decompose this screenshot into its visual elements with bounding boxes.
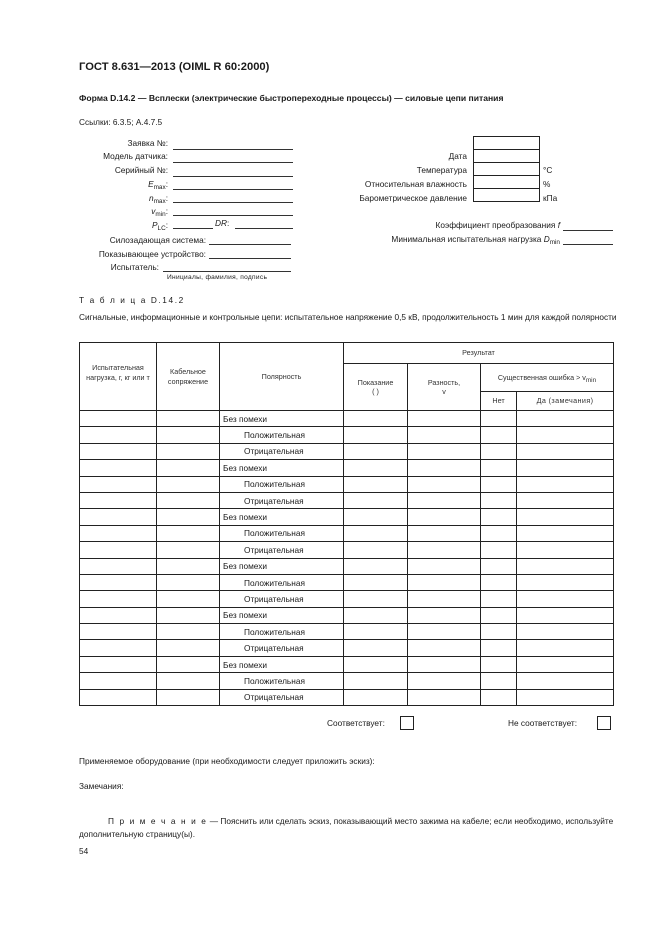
tester-hint: Инициалы, фамилия, подпись: [167, 274, 268, 281]
table-row: [80, 509, 614, 525]
humidity-box[interactable]: [474, 176, 540, 189]
vmin-label: $v_{min}$:: [151, 206, 168, 218]
table-cell[interactable]: [408, 640, 481, 656]
table-cell[interactable]: [517, 525, 614, 541]
row-label-negative: Отрицательная: [220, 640, 344, 656]
table-cell[interactable]: [517, 624, 614, 640]
humidity-unit: %: [543, 179, 551, 189]
table-cell[interactable]: [80, 460, 157, 476]
table-row: [80, 411, 614, 427]
table-cell[interactable]: [80, 607, 157, 623]
tester-line[interactable]: [163, 271, 291, 272]
header-reading: Показание ( ): [344, 364, 408, 411]
table-cell[interactable]: [408, 607, 481, 623]
indicator-label: Показывающее устройство:: [98, 249, 206, 259]
table-cell[interactable]: [157, 640, 220, 656]
table-cell[interactable]: [408, 574, 481, 590]
table-cell[interactable]: [517, 640, 614, 656]
application-label: Заявка №:: [127, 138, 168, 148]
header-load: Испытательная нагрузка, г, кг или т: [80, 343, 157, 411]
table-cell[interactable]: [80, 689, 157, 705]
table-cell[interactable]: [408, 558, 481, 574]
table-cell[interactable]: [481, 427, 517, 443]
table-row: [80, 656, 614, 672]
date-box[interactable]: [474, 150, 540, 163]
not-complies-checkbox[interactable]: [597, 716, 611, 730]
row-label-negative: Отрицательная: [220, 689, 344, 705]
table-cell[interactable]: [481, 574, 517, 590]
table-row: [80, 689, 614, 705]
table-cell[interactable]: [517, 558, 614, 574]
table-cell[interactable]: [157, 460, 220, 476]
row-label-no-noise: Без помехи: [220, 558, 344, 574]
not-complies-label: Не соответствует:: [508, 718, 578, 728]
table-cell[interactable]: [408, 656, 481, 672]
header-polarity: Полярность: [220, 343, 344, 411]
table-cell[interactable]: [517, 460, 614, 476]
table-cell[interactable]: [481, 460, 517, 476]
table-row: [80, 443, 614, 459]
table-row: [80, 640, 614, 656]
table-cell[interactable]: [408, 525, 481, 541]
row-label-negative: Отрицательная: [220, 542, 344, 558]
emax-label: $E_{max}$:: [148, 179, 168, 191]
table-cell[interactable]: [481, 525, 517, 541]
table-cell[interactable]: [157, 656, 220, 672]
table-cell[interactable]: [157, 591, 220, 607]
table-cell[interactable]: [157, 689, 220, 705]
complies-label: Соответствует:: [327, 718, 385, 728]
document-header: ГОСТ 8.631—2013 (OIML R 60:2000): [79, 61, 270, 73]
humidity-label: Относительная влажность: [364, 179, 467, 189]
table-row: [80, 673, 614, 689]
table-row: [80, 591, 614, 607]
table-cell[interactable]: [481, 673, 517, 689]
row-label-negative: Отрицательная: [220, 591, 344, 607]
table-cell[interactable]: [344, 591, 408, 607]
table-cell[interactable]: [481, 509, 517, 525]
plc-line[interactable]: [173, 228, 213, 229]
dr-label: DR:: [215, 218, 230, 228]
row-label-no-noise: Без помехи: [220, 607, 344, 623]
row-label-positive: Положительная: [220, 427, 344, 443]
table-cell[interactable]: [408, 542, 481, 558]
table-cell[interactable]: [80, 427, 157, 443]
table-row: [80, 607, 614, 623]
table-cell[interactable]: [517, 509, 614, 525]
table-caption: Т а б л и ц а D.14.2: [79, 295, 185, 305]
dr-line[interactable]: [235, 228, 293, 229]
table-cell[interactable]: [80, 509, 157, 525]
table-cell[interactable]: [344, 689, 408, 705]
table-cell[interactable]: [517, 574, 614, 590]
table-cell[interactable]: [481, 492, 517, 508]
table-cell[interactable]: [80, 476, 157, 492]
table-cell[interactable]: [80, 656, 157, 672]
indicator-line[interactable]: [209, 258, 291, 259]
table-cell[interactable]: [157, 542, 220, 558]
table-cell[interactable]: [157, 574, 220, 590]
table-cell[interactable]: [344, 574, 408, 590]
serial-line[interactable]: [173, 176, 293, 177]
date-label: Дата: [448, 151, 467, 161]
table-cell[interactable]: [80, 492, 157, 508]
sensor-model-label: Модель датчика:: [103, 151, 168, 161]
table-row: [80, 492, 614, 508]
row-label-no-noise: Без помехи: [220, 656, 344, 672]
table-cell[interactable]: [408, 689, 481, 705]
table-cell[interactable]: [344, 542, 408, 558]
table-cell[interactable]: [481, 624, 517, 640]
table-row: [80, 624, 614, 640]
complies-checkbox[interactable]: [400, 716, 414, 730]
table-cell[interactable]: [157, 558, 220, 574]
table-row: [80, 476, 614, 492]
nmax-label: $n_{max}$:: [148, 193, 168, 205]
row-label-positive: Положительная: [220, 476, 344, 492]
table-row: [80, 574, 614, 590]
table-description: Сигнальные, информационные и контрольные цепи: испытательное напряжение 0,5 кВ, продолжительность 1 мин для каждой полярности: [79, 312, 617, 322]
table-cell[interactable]: [517, 656, 614, 672]
table-cell[interactable]: [344, 427, 408, 443]
table-cell[interactable]: [344, 558, 408, 574]
header-significant-error: Существенная ошибка > $v_{min}$: [481, 364, 614, 392]
table-cell[interactable]: [344, 460, 408, 476]
table-cell[interactable]: [517, 542, 614, 558]
pressure-label: Барометрическое давление: [359, 193, 467, 203]
table-cell[interactable]: [517, 591, 614, 607]
conversion-factor-label: Коэффициент преобразования f: [435, 220, 560, 230]
table-cell[interactable]: [408, 427, 481, 443]
references: Ссылки: 6.3.5; А.4.7.5: [79, 117, 163, 127]
row-label-negative: Отрицательная: [220, 443, 344, 459]
table-cell[interactable]: [157, 411, 220, 427]
conversion-factor-line[interactable]: [563, 230, 613, 231]
table-row: [80, 525, 614, 541]
header-yes: Да (замечания): [517, 392, 614, 411]
force-system-line[interactable]: [209, 244, 291, 245]
table-cell[interactable]: [80, 574, 157, 590]
table-cell[interactable]: [80, 640, 157, 656]
table-cell[interactable]: [80, 443, 157, 459]
table-cell[interactable]: [481, 689, 517, 705]
vmin-line[interactable]: [173, 215, 293, 216]
table-cell[interactable]: [517, 476, 614, 492]
nmax-line[interactable]: [173, 202, 293, 203]
pressure-unit: кПа: [543, 193, 558, 203]
table-cell[interactable]: [481, 607, 517, 623]
table-cell[interactable]: [80, 525, 157, 541]
page-number: 54: [79, 846, 89, 856]
table-cell[interactable]: [344, 476, 408, 492]
sensor-model-line[interactable]: [173, 162, 293, 163]
table-cell[interactable]: [408, 411, 481, 427]
pressure-box[interactable]: [474, 189, 540, 202]
header-no: Нет: [481, 392, 517, 411]
table-cell[interactable]: [481, 542, 517, 558]
emax-line[interactable]: [173, 189, 293, 190]
table-cell[interactable]: [481, 558, 517, 574]
table-row: [80, 460, 614, 476]
table-cell[interactable]: [408, 460, 481, 476]
table-cell[interactable]: [481, 591, 517, 607]
table-cell[interactable]: [481, 411, 517, 427]
force-system-label: Силозадающая система:: [109, 235, 206, 245]
table-cell[interactable]: [481, 443, 517, 459]
table-cell[interactable]: [408, 476, 481, 492]
row-label-positive: Положительная: [220, 525, 344, 541]
table-cell[interactable]: [157, 607, 220, 623]
header-cable: Кабельное сопряжение: [157, 343, 220, 411]
table-cell[interactable]: [517, 443, 614, 459]
table-cell[interactable]: [408, 492, 481, 508]
remarks-label: Замечания:: [79, 781, 124, 791]
temperature-label: Температура: [416, 165, 467, 175]
conditions-boxes: [473, 136, 540, 202]
row-label-no-noise: Без помехи: [220, 411, 344, 427]
table-cell[interactable]: [481, 640, 517, 656]
table-cell[interactable]: [157, 509, 220, 525]
table-cell[interactable]: [157, 624, 220, 640]
table-cell[interactable]: [344, 509, 408, 525]
table-cell[interactable]: [344, 607, 408, 623]
row-label-no-noise: Без помехи: [220, 509, 344, 525]
table-cell[interactable]: [344, 492, 408, 508]
table-cell[interactable]: [517, 673, 614, 689]
equipment-label: Применяемое оборудование (при необходимости следует приложить эскиз):: [79, 756, 375, 766]
table-cell[interactable]: [408, 443, 481, 459]
table-cell[interactable]: [344, 411, 408, 427]
empty-box: [474, 137, 540, 150]
row-label-positive: Положительная: [220, 624, 344, 640]
table-cell[interactable]: [344, 443, 408, 459]
table-cell[interactable]: [344, 640, 408, 656]
row-label-positive: Положительная: [220, 574, 344, 590]
table-row: [80, 542, 614, 558]
table-cell[interactable]: [80, 542, 157, 558]
results-table: [79, 342, 614, 706]
table-cell[interactable]: [481, 656, 517, 672]
table-cell[interactable]: [408, 673, 481, 689]
table-cell[interactable]: [517, 689, 614, 705]
min-load-label: Минимальная испытательная нагрузка $D_{min}$: [391, 234, 560, 246]
table-cell[interactable]: [157, 443, 220, 459]
plc-label: $P_{LC}$:: [151, 220, 168, 232]
table-cell[interactable]: [408, 624, 481, 640]
table-cell[interactable]: [408, 591, 481, 607]
table-cell[interactable]: [517, 607, 614, 623]
table-cell[interactable]: [157, 673, 220, 689]
row-label-no-noise: Без помехи: [220, 460, 344, 476]
header-result: Результат: [344, 343, 614, 364]
row-label-negative: Отрицательная: [220, 492, 344, 508]
table-cell[interactable]: [344, 656, 408, 672]
table-cell[interactable]: [80, 673, 157, 689]
row-label-positive: Положительная: [220, 673, 344, 689]
temperature-unit: °С: [543, 165, 553, 175]
serial-label: Серийный №:: [114, 165, 168, 175]
table-cell[interactable]: [517, 492, 614, 508]
table-cell[interactable]: [481, 476, 517, 492]
temperature-box[interactable]: [474, 163, 540, 176]
table-cell[interactable]: [80, 591, 157, 607]
table-cell[interactable]: [517, 427, 614, 443]
table-row: [80, 427, 614, 443]
table-cell[interactable]: [80, 411, 157, 427]
table-cell[interactable]: [517, 411, 614, 427]
note: П р и м е ч а н и е — Пояснить или сделать эскиз, показывающий место зажима на кабеле; если необходимо, используйте дополнительную страницу(ы).: [79, 816, 614, 839]
header-difference: Разность, v: [408, 364, 481, 411]
table-cell[interactable]: [344, 673, 408, 689]
application-line[interactable]: [173, 149, 293, 150]
table-cell[interactable]: [157, 476, 220, 492]
table-cell[interactable]: [408, 509, 481, 525]
table-row: [80, 558, 614, 574]
table-cell[interactable]: [157, 427, 220, 443]
table-cell[interactable]: [157, 492, 220, 508]
table-cell[interactable]: [344, 624, 408, 640]
table-cell[interactable]: [344, 525, 408, 541]
table-cell[interactable]: [80, 624, 157, 640]
min-load-line[interactable]: [563, 244, 613, 245]
tester-label: Испытатель:: [110, 262, 159, 272]
form-title: Форма D.14.2 — Всплески (электрические быстропереходные процессы) — силовые цепи питания: [79, 93, 504, 103]
table-body: [80, 411, 614, 706]
table-cell[interactable]: [157, 525, 220, 541]
table-cell[interactable]: [80, 558, 157, 574]
